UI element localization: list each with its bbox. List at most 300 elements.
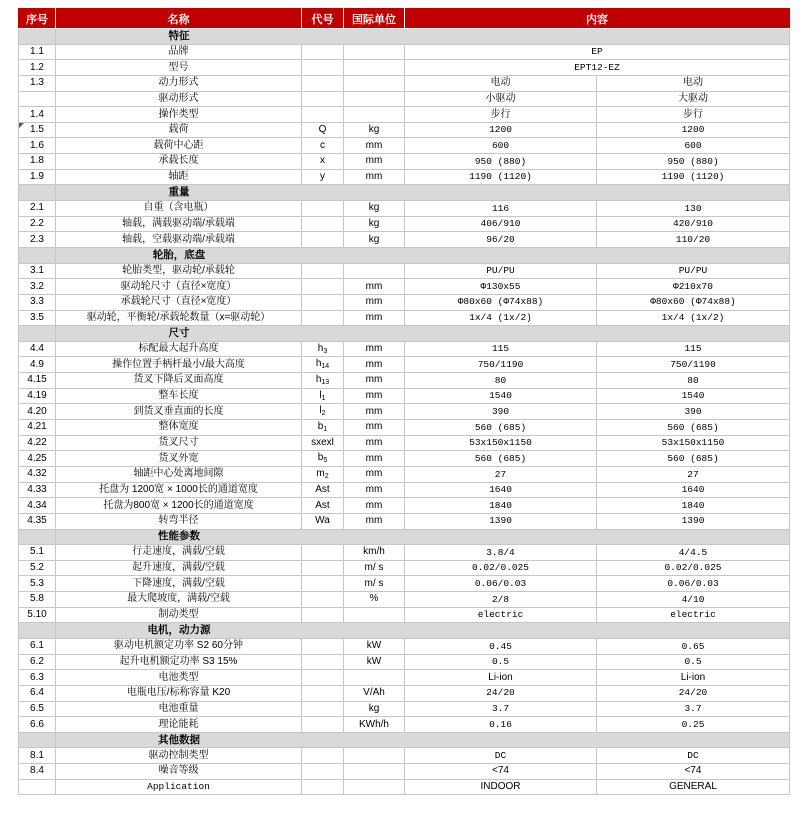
cell-value-1: 24/20	[405, 685, 597, 701]
spec-table-header	[19, 9, 790, 29]
cell-symbol: y	[302, 169, 344, 185]
cell-value-2: 420/910	[597, 216, 790, 232]
section-title: 特征	[168, 29, 190, 42]
cell-value-1: Li-ion	[405, 670, 597, 686]
cell-row-no: 2.3	[19, 232, 56, 248]
cell-symbol: Ast	[302, 498, 344, 514]
cell-value-1: 1540	[405, 388, 597, 404]
cell-value-1: 步行	[405, 107, 597, 123]
section-title: 其他数据	[158, 733, 200, 746]
cell-value-2: electric	[597, 607, 790, 623]
section-title: 轮胎，底盘	[152, 248, 206, 261]
cell-value-2: 130	[597, 201, 790, 217]
cell-value-1: Φ80x60 (Φ74x88)	[405, 294, 597, 310]
cell-value-2: 4/4.5	[597, 545, 790, 561]
cell-value-2: GENERAL	[597, 779, 790, 795]
cell-row-no: 4.35	[19, 513, 56, 529]
cell-symbol: $b_5$	[302, 451, 344, 467]
cell-value-2: 0.25	[597, 717, 790, 733]
cell-value-2: 1640	[597, 482, 790, 498]
cell-name: 电池类型	[56, 670, 302, 686]
cell-symbol: Q	[302, 122, 344, 138]
cell-unit: kg	[344, 216, 405, 232]
cell-symbol: $h_3$	[302, 341, 344, 357]
section-no-cell	[19, 185, 56, 201]
cell-value-2: 大驱动	[597, 91, 790, 107]
cell-name: 驱动电机额定功率 S2 60分钟	[56, 638, 302, 654]
cell-symbol	[302, 75, 344, 91]
cell-row-no: 5.3	[19, 576, 56, 592]
cell-name: 轮胎类型，驱动轮/承载轮	[56, 263, 302, 279]
cell-unit: mm	[344, 498, 405, 514]
cell-value-1: 53x150x1150	[405, 435, 597, 451]
cell-symbol: $b_1$	[302, 420, 344, 436]
cell-name: 噪音等级	[56, 764, 302, 780]
cell-row-no: 4.4	[19, 341, 56, 357]
header-content: 内容	[405, 9, 790, 29]
spec-row	[19, 466, 790, 482]
cell-row-no: 6.1	[19, 638, 56, 654]
cell-value-2: 3.7	[597, 701, 790, 717]
cell-symbol	[302, 764, 344, 780]
cell-row-no: 6.5	[19, 701, 56, 717]
cell-symbol	[302, 779, 344, 795]
cell-row-no: 4.33	[19, 482, 56, 498]
cell-symbol	[302, 263, 344, 279]
cell-symbol	[302, 654, 344, 670]
cell-value-2: 560 (685)	[597, 451, 790, 467]
cell-row-no: 1.6	[19, 138, 56, 154]
cell-name: 制动类型	[56, 607, 302, 623]
cell-value-1: 750/1190	[405, 357, 597, 373]
cell-row-no: 4.20	[19, 404, 56, 420]
cell-row-no: 4.32	[19, 466, 56, 482]
cell-value-2: 560 (685)	[597, 420, 790, 436]
cell-symbol	[302, 279, 344, 295]
section-title-cell	[56, 247, 790, 263]
cell-name: 电瓶电压/标称容量 K20	[56, 685, 302, 701]
cell-symbol: c	[302, 138, 344, 154]
spec-row	[19, 764, 790, 780]
cell-row-no: 1.5	[19, 122, 56, 138]
cell-unit	[344, 75, 405, 91]
spec-row	[19, 779, 790, 795]
cell-unit	[344, 764, 405, 780]
cell-value-1: 1840	[405, 498, 597, 514]
cell-value-1: 0.06/0.03	[405, 576, 597, 592]
spec-row	[19, 685, 790, 701]
cell-value-1: Φ130x55	[405, 279, 597, 295]
cell-name: 最大爬坡度，满载/空载	[56, 592, 302, 608]
cell-row-no: 3.5	[19, 310, 56, 326]
cell-name: Application	[56, 779, 302, 795]
cell-value-2: 电动	[597, 75, 790, 91]
cell-name: 承载轮尺寸（直径×宽度）	[56, 294, 302, 310]
cell-row-no: 8.1	[19, 748, 56, 764]
cell-value-2: PU/PU	[597, 263, 790, 279]
cell-unit: mm	[344, 357, 405, 373]
cell-symbol	[302, 107, 344, 123]
cell-row-no: 1.4	[19, 107, 56, 123]
cell-unit: kg	[344, 122, 405, 138]
cell-unit: V/Ah	[344, 685, 405, 701]
spec-row	[19, 75, 790, 91]
cell-name: 驱动形式	[56, 91, 302, 107]
cell-row-no: 3.3	[19, 294, 56, 310]
cell-name: 轴距中心处离地间隙	[56, 466, 302, 482]
cell-value-1: 1200	[405, 122, 597, 138]
cell-unit: m/ s	[344, 576, 405, 592]
cell-value-1: 1390	[405, 513, 597, 529]
cell-value-2: 1540	[597, 388, 790, 404]
cell-row-no: 6.6	[19, 717, 56, 733]
cell-row-no: 6.3	[19, 670, 56, 686]
cell-symbol	[302, 701, 344, 717]
spec-row	[19, 107, 790, 123]
cell-name: 转弯半径	[56, 513, 302, 529]
cell-value-1: 0.02/0.025	[405, 560, 597, 576]
cell-value-1: 950 (880)	[405, 154, 597, 170]
cell-symbol	[302, 560, 344, 576]
cell-row-no: 3.2	[19, 279, 56, 295]
cell-value-1: 390	[405, 404, 597, 420]
cell-unit: mm	[344, 466, 405, 482]
cell-symbol	[302, 592, 344, 608]
spec-row	[19, 154, 790, 170]
cell-value-2: 53x150x1150	[597, 435, 790, 451]
cell-value-1: 560 (685)	[405, 420, 597, 436]
cell-value-1: 0.16	[405, 717, 597, 733]
spec-row	[19, 310, 790, 326]
cell-unit: KWh/h	[344, 717, 405, 733]
section-title-cell	[56, 732, 790, 748]
cell-name: 起升速度，满载/空载	[56, 560, 302, 576]
cell-row-no: 4.22	[19, 435, 56, 451]
cell-row-no: 5.10	[19, 607, 56, 623]
cell-value-2: 0.02/0.025	[597, 560, 790, 576]
cell-name: 货叉外宽	[56, 451, 302, 467]
cell-symbol	[302, 60, 344, 76]
cell-value-2: 390	[597, 404, 790, 420]
cell-unit	[344, 607, 405, 623]
section-title-cell	[56, 29, 790, 45]
cell-unit: mm	[344, 294, 405, 310]
spec-row	[19, 435, 790, 451]
cell-row-no: 1.1	[19, 44, 56, 60]
cell-symbol: sxexl	[302, 435, 344, 451]
spec-table-body	[19, 29, 790, 795]
cell-unit	[344, 670, 405, 686]
cell-row-no: 5.1	[19, 545, 56, 561]
cell-unit: kg	[344, 232, 405, 248]
cell-row-no: 4.19	[19, 388, 56, 404]
cell-row-no: 2.1	[19, 201, 56, 217]
header-row	[19, 9, 790, 29]
spec-row	[19, 138, 790, 154]
cell-symbol	[302, 44, 344, 60]
cell-unit	[344, 748, 405, 764]
cell-row-no: 3.1	[19, 263, 56, 279]
cell-value-1: INDOOR	[405, 779, 597, 795]
cell-unit: km/h	[344, 545, 405, 561]
cell-row-no: 1.8	[19, 154, 56, 170]
cell-unit: %	[344, 592, 405, 608]
cell-unit: mm	[344, 154, 405, 170]
cell-name: 型号	[56, 60, 302, 76]
cell-unit	[344, 44, 405, 60]
cell-symbol: $h_{13}$	[302, 373, 344, 389]
cell-unit	[344, 779, 405, 795]
spec-table	[18, 8, 790, 795]
cell-unit: mm	[344, 279, 405, 295]
cell-unit	[344, 60, 405, 76]
cell-value-2: 1840	[597, 498, 790, 514]
header-no: 序号	[19, 9, 56, 29]
cell-name: 电池重量	[56, 701, 302, 717]
cell-value-1: 3.7	[405, 701, 597, 717]
cell-name: 驱动轮，平衡轮/承载轮数量（x=驱动轮）	[56, 310, 302, 326]
cell-name: 标配最大起升高度	[56, 341, 302, 357]
cell-row-no: 4.21	[19, 420, 56, 436]
cell-unit: mm	[344, 373, 405, 389]
section-no-cell	[19, 29, 56, 45]
cell-unit: kg	[344, 201, 405, 217]
cell-value-2: 1200	[597, 122, 790, 138]
cell-symbol	[302, 670, 344, 686]
cell-row-no: 5.2	[19, 560, 56, 576]
cell-value-1: 27	[405, 466, 597, 482]
spec-row	[19, 451, 790, 467]
cell-value-2: Li-ion	[597, 670, 790, 686]
cell-symbol: Wa	[302, 513, 344, 529]
cell-value-2: 1x/4 (1x/2)	[597, 310, 790, 326]
spec-row	[19, 748, 790, 764]
cell-unit: mm	[344, 310, 405, 326]
cell-value-2: 24/20	[597, 685, 790, 701]
cell-value-2: Φ80x60 (Φ74x88)	[597, 294, 790, 310]
cell-value-2: <74	[597, 764, 790, 780]
cell-value-1: 1640	[405, 482, 597, 498]
spec-row	[19, 216, 790, 232]
spec-row	[19, 294, 790, 310]
cell-symbol	[302, 576, 344, 592]
spec-sheet	[18, 8, 790, 795]
cell-value-1: DC	[405, 748, 597, 764]
cell-value-1: 115	[405, 341, 597, 357]
cell-value-1: 1x/4 (1x/2)	[405, 310, 597, 326]
spec-row	[19, 513, 790, 529]
cell-name: 下降速度，满载/空载	[56, 576, 302, 592]
cell-symbol: $l_2$	[302, 404, 344, 420]
cell-name: 操作类型	[56, 107, 302, 123]
section-row	[19, 247, 790, 263]
cell-symbol	[302, 310, 344, 326]
section-title-cell	[56, 529, 790, 545]
cell-value-1: 0.45	[405, 638, 597, 654]
section-title-cell	[56, 185, 790, 201]
spec-row	[19, 44, 790, 60]
cell-symbol	[302, 91, 344, 107]
section-no-cell	[19, 732, 56, 748]
section-title: 尺寸	[168, 326, 190, 339]
section-title-cell	[56, 623, 790, 639]
cell-symbol: $h_{14}$	[302, 357, 344, 373]
cell-value-2: 0.65	[597, 638, 790, 654]
spec-row	[19, 60, 790, 76]
spec-row	[19, 545, 790, 561]
cell-value-1: 2/8	[405, 592, 597, 608]
cell-value-1: 116	[405, 201, 597, 217]
cell-unit: mm	[344, 341, 405, 357]
spec-row	[19, 638, 790, 654]
cell-value-2: 600	[597, 138, 790, 154]
cell-row-no: 6.2	[19, 654, 56, 670]
cell-unit: mm	[344, 404, 405, 420]
cell-symbol	[302, 717, 344, 733]
cell-name: 到货叉垂直面的长度	[56, 404, 302, 420]
section-no-cell	[19, 326, 56, 342]
cell-name: 轴载，满载驱动端/承载端	[56, 216, 302, 232]
cell-unit: kW	[344, 654, 405, 670]
cell-value-2: 1390	[597, 513, 790, 529]
spec-row	[19, 420, 790, 436]
cell-value-2: 0.5	[597, 654, 790, 670]
cell-row-no: 4.9	[19, 357, 56, 373]
cell-unit: mm	[344, 482, 405, 498]
spec-row	[19, 498, 790, 514]
cell-name: 整车长度	[56, 388, 302, 404]
section-no-cell	[19, 247, 56, 263]
spec-row	[19, 232, 790, 248]
cell-value-1: 3.8/4	[405, 545, 597, 561]
header-name: 名称	[56, 9, 302, 29]
cell-value-merged: EPT12-EZ	[405, 60, 790, 76]
cell-unit: mm	[344, 451, 405, 467]
cell-row-no: 4.34	[19, 498, 56, 514]
cell-name: 承载长度	[56, 154, 302, 170]
header-symbol: 代号	[302, 9, 344, 29]
cell-symbol	[302, 294, 344, 310]
cell-value-2: 110/20	[597, 232, 790, 248]
cell-unit: mm	[344, 138, 405, 154]
cell-name: 轴距	[56, 169, 302, 185]
cell-row-no: 4.25	[19, 451, 56, 467]
cell-value-1: 小驱动	[405, 91, 597, 107]
cell-symbol: Ast	[302, 482, 344, 498]
spec-row	[19, 576, 790, 592]
spec-row	[19, 263, 790, 279]
cell-symbol	[302, 545, 344, 561]
header-unit: 国际单位	[344, 9, 405, 29]
spec-row	[19, 388, 790, 404]
cell-value-1: 电动	[405, 75, 597, 91]
section-row	[19, 185, 790, 201]
cell-name: 载荷中心距	[56, 138, 302, 154]
cell-row-no	[19, 91, 56, 107]
spec-row	[19, 201, 790, 217]
cell-name: 货叉尺寸	[56, 435, 302, 451]
cell-symbol	[302, 638, 344, 654]
cell-row-no: 5.8	[19, 592, 56, 608]
cell-symbol	[302, 232, 344, 248]
cell-unit: m/ s	[344, 560, 405, 576]
cell-name: 理论能耗	[56, 717, 302, 733]
cell-unit: mm	[344, 169, 405, 185]
cell-value-1: 560 (685)	[405, 451, 597, 467]
cell-value-2: 115	[597, 341, 790, 357]
cell-unit: kW	[344, 638, 405, 654]
cell-error-flag-triangle	[19, 123, 24, 128]
section-row	[19, 326, 790, 342]
cell-unit: mm	[344, 388, 405, 404]
spec-row	[19, 670, 790, 686]
section-no-cell	[19, 623, 56, 639]
cell-unit	[344, 107, 405, 123]
cell-name: 行走速度，满载/空载	[56, 545, 302, 561]
cell-name: 操作位置手柄杆最小/最大高度	[56, 357, 302, 373]
cell-symbol	[302, 607, 344, 623]
cell-value-2: 750/1190	[597, 357, 790, 373]
spec-row	[19, 169, 790, 185]
section-row	[19, 29, 790, 45]
cell-name: 整体宽度	[56, 420, 302, 436]
section-row	[19, 623, 790, 639]
cell-row-no: 1.9	[19, 169, 56, 185]
cell-value-1: 80	[405, 373, 597, 389]
cell-value-merged: EP	[405, 44, 790, 60]
spec-row	[19, 560, 790, 576]
cell-value-1: PU/PU	[405, 263, 597, 279]
spec-row	[19, 717, 790, 733]
cell-symbol: x	[302, 154, 344, 170]
section-row	[19, 529, 790, 545]
cell-row-no: 2.2	[19, 216, 56, 232]
cell-symbol	[302, 201, 344, 217]
cell-name: 轴载，空载驱动端/承载端	[56, 232, 302, 248]
section-no-cell	[19, 529, 56, 545]
cell-row-no: 8.4	[19, 764, 56, 780]
cell-value-2: DC	[597, 748, 790, 764]
spec-row	[19, 607, 790, 623]
cell-name: 动力形式	[56, 75, 302, 91]
cell-value-2: 27	[597, 466, 790, 482]
section-title-cell	[56, 326, 790, 342]
cell-value-1: 1190 (1120)	[405, 169, 597, 185]
cell-name: 驱动轮尺寸（直径×宽度）	[56, 279, 302, 295]
spec-row	[19, 357, 790, 373]
cell-value-2: 步行	[597, 107, 790, 123]
cell-name: 托盘为 1200宽 × 1000长的通道宽度	[56, 482, 302, 498]
cell-value-1: 600	[405, 138, 597, 154]
cell-row-no: 1.2	[19, 60, 56, 76]
cell-value-2: 0.06/0.03	[597, 576, 790, 592]
cell-name: 品牌	[56, 44, 302, 60]
cell-name: 起升电机额定功率 S3 15%	[56, 654, 302, 670]
cell-symbol	[302, 685, 344, 701]
spec-row	[19, 373, 790, 389]
section-title: 性能参数	[158, 530, 200, 543]
spec-row	[19, 122, 790, 138]
cell-unit	[344, 91, 405, 107]
cell-value-1: 96/20	[405, 232, 597, 248]
cell-name: 载荷	[56, 122, 302, 138]
cell-value-2: 950 (880)	[597, 154, 790, 170]
section-title: 重量	[168, 186, 190, 199]
cell-unit: mm	[344, 420, 405, 436]
cell-value-2: 1190 (1120)	[597, 169, 790, 185]
cell-value-2: Φ210x70	[597, 279, 790, 295]
cell-row-no	[19, 779, 56, 795]
